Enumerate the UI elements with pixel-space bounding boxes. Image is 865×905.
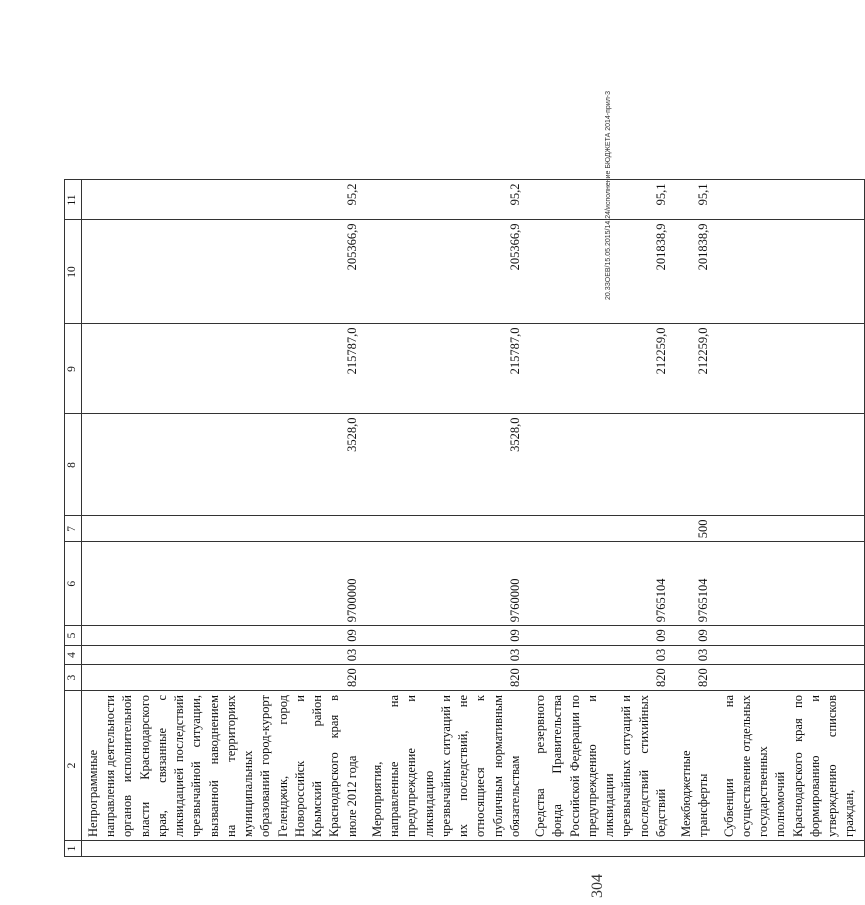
empty-cell	[529, 841, 675, 857]
subsection-code: 09	[529, 626, 675, 646]
expense-type-code	[718, 516, 865, 542]
row-description: Субвенции на осуществление отдельных государственных полномочий Краснодарского края по формированию и утверждению списков граждан,	[718, 691, 865, 841]
page-number: 304	[589, 874, 606, 898]
target-article-code: 9765104	[675, 542, 718, 626]
table-row	[366, 180, 529, 857]
value-col10: 205366,9	[366, 220, 529, 324]
column-number: 6	[65, 542, 82, 626]
empty-cell	[718, 841, 865, 857]
value-col9: 212259,0	[529, 324, 675, 414]
ved-code	[718, 665, 865, 691]
value-col8	[675, 414, 718, 516]
ved-code: 820	[529, 665, 675, 691]
value-col9: 215787,0	[366, 324, 529, 414]
column-number-row	[65, 180, 82, 857]
subsection-code: 09	[81, 626, 366, 646]
row-description: Средства резервного фонда Правительства Российской Федерации по предупреждению и ликвидации чрезвычайных ситуаций и последствий стихийных бедствий	[529, 691, 675, 841]
target-article-code: 9765104	[529, 542, 675, 626]
column-number: 4	[65, 645, 82, 665]
section-code	[718, 645, 865, 665]
column-number: 9	[65, 324, 82, 414]
expense-type-code: 500	[675, 516, 718, 542]
value-col9: 215787,0	[81, 324, 366, 414]
table-row	[675, 180, 718, 857]
value-col9: 212259,0	[675, 324, 718, 414]
value-col10: 201838,9	[529, 220, 675, 324]
empty-cell	[366, 841, 529, 857]
section-code: 03	[366, 645, 529, 665]
value-col11: 95,2	[81, 180, 366, 220]
ved-code: 820	[675, 665, 718, 691]
column-number: 8	[65, 414, 82, 516]
table-row	[718, 180, 865, 857]
value-col11: 95,1	[675, 180, 718, 220]
budget-table	[64, 180, 865, 858]
value-col10: 201838,9	[675, 220, 718, 324]
row-description: Межбюджетные трансферты	[675, 691, 718, 841]
column-number: 3	[65, 665, 82, 691]
value-col10	[718, 220, 865, 324]
target-article-code: 9760000	[366, 542, 529, 626]
column-number: 11	[65, 180, 82, 220]
table-row	[529, 180, 675, 857]
column-number: 5	[65, 626, 82, 646]
column-number: 2	[65, 691, 82, 841]
target-article-code: 9700000	[81, 542, 366, 626]
value-col9	[718, 324, 865, 414]
empty-cell	[81, 841, 366, 857]
column-number: 10	[65, 220, 82, 324]
section-code: 03	[529, 645, 675, 665]
expense-type-code	[366, 516, 529, 542]
ved-code: 820	[366, 665, 529, 691]
expense-type-code	[81, 516, 366, 542]
empty-cell	[675, 841, 718, 857]
section-code: 03	[675, 645, 718, 665]
value-col8	[718, 414, 865, 516]
ved-code: 820	[81, 665, 366, 691]
value-col8	[529, 414, 675, 516]
value-col11	[718, 180, 865, 220]
document-footer-code: 20.3ЗОЕВ/15.05.2015/14.24/исполнение БЮДЖЕТА 2014-прил-3	[605, 90, 612, 300]
value-col11: 95,2	[366, 180, 529, 220]
subsection-code: 09	[366, 626, 529, 646]
row-description: Мероприятия, направленные на предупреждение и ликвидацию чрезвычайных ситуаций и их последствий, не относящиеся к публичным нормативным обязательствам	[366, 691, 529, 841]
value-col8: 3528,0	[81, 414, 366, 516]
value-col11: 95,1	[529, 180, 675, 220]
target-article-code	[718, 542, 865, 626]
subsection-code: 09	[675, 626, 718, 646]
column-number: 7	[65, 516, 82, 542]
column-number: 1	[65, 841, 82, 857]
value-col10: 205366,9	[81, 220, 366, 324]
expense-type-code	[529, 516, 675, 542]
table-row	[81, 180, 366, 857]
section-code: 03	[81, 645, 366, 665]
subsection-code	[718, 626, 865, 646]
row-description: Непрограммные направления деятельности органов исполнительной власти Краснодарского края, связанные с ликвидацией последствий чрезвычайной ситуации, вызванной наводнением на территориях муниципальных образований город-курорт Геленджик, город Новороссийск и Крымский район Краснодарского края в июле 2012 года	[81, 691, 366, 841]
value-col8: 3528,0	[366, 414, 529, 516]
